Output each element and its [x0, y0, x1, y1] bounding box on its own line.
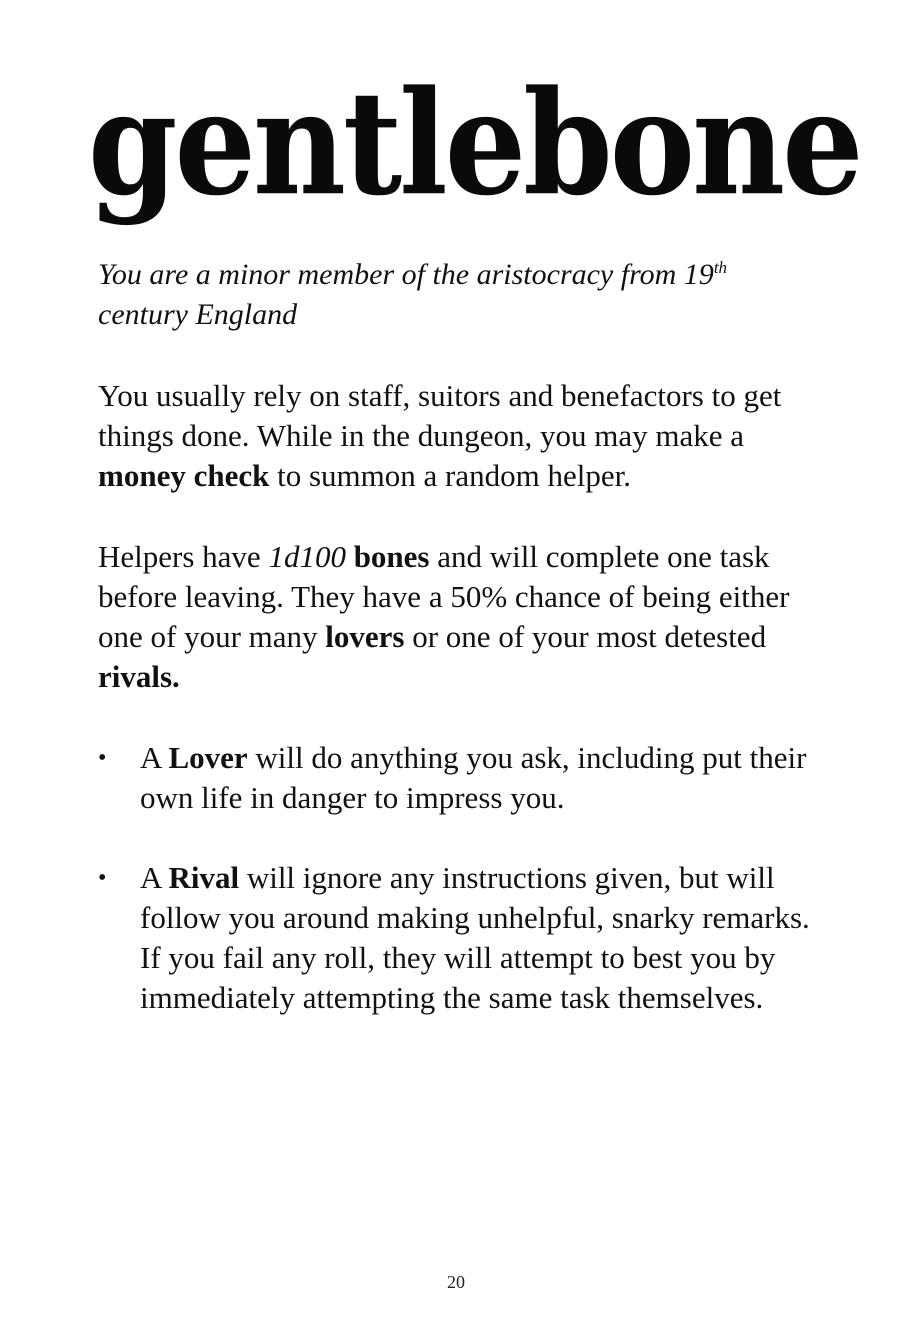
- rival-term: Rival: [168, 860, 240, 895]
- bullet-text: will ignore any instructions given, but will follow you around making unhelpful, snarky remarks. If you fail any roll, they will attempt to best you by immediately attempting the same task themselves.: [140, 860, 810, 1015]
- bullet-prefix: A: [140, 740, 169, 775]
- list-item-rival: [98, 858, 838, 1018]
- page-title: gentlebone: [88, 60, 861, 228]
- bones-term: bones: [353, 539, 430, 574]
- intro-text-before: You are a minor member of the aristocracy from 19: [98, 258, 714, 291]
- bullet-prefix: A: [140, 860, 169, 895]
- paragraph1-text-b: to summon a random helper.: [269, 458, 631, 493]
- paragraph2-text-d: or one of your most detested: [404, 619, 767, 654]
- paragraph2-text-b: [346, 539, 354, 574]
- lovers-term: lovers: [325, 619, 405, 654]
- page-number: 20: [447, 1272, 465, 1292]
- paragraph1-text-a: You usually rely on staff, suitors and benefactors to get things done. While in the dungeon, you may make a: [98, 378, 782, 453]
- paragraph2-text-c: and will complete one task before leaving. They have a 50% chance of being either one of your many: [98, 539, 790, 654]
- bullet-text: will do anything you ask, including put their own life in danger to impress you.: [140, 740, 807, 815]
- list-item-lover: [98, 738, 838, 818]
- intro-italic-text: [98, 255, 818, 335]
- helper-types-list: [98, 738, 838, 1058]
- intro-text-after: century England: [98, 298, 298, 331]
- dice-notation: 1d100: [268, 539, 346, 574]
- paragraph2-text-a: Helpers have: [98, 539, 269, 574]
- bullet-marker: •: [98, 865, 107, 891]
- money-check-term: money check: [98, 458, 270, 493]
- paragraph-money-check: [98, 376, 818, 496]
- paragraph-helpers: [98, 537, 818, 697]
- lover-term: Lover: [168, 740, 248, 775]
- rivals-term: rivals.: [98, 659, 180, 694]
- bullet-marker: •: [98, 745, 107, 771]
- intro-superscript: th: [713, 257, 728, 277]
